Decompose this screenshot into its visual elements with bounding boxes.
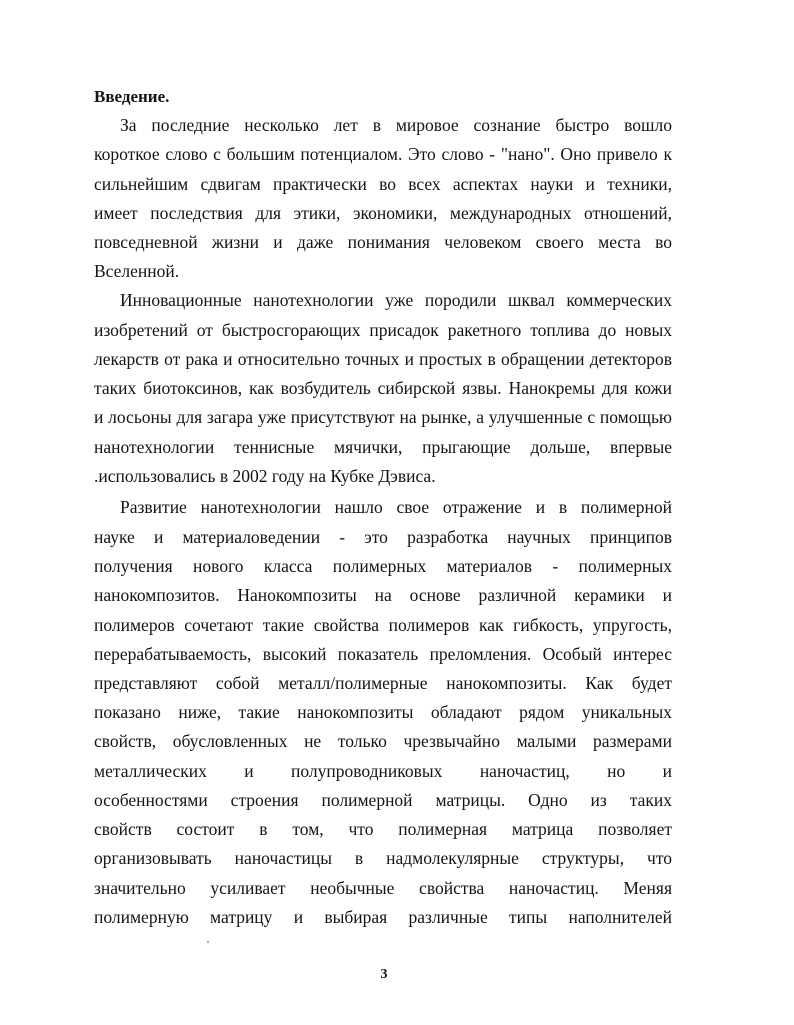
paragraph-line: свойств состоит в том, что полимерная матрица позволяет [94, 819, 672, 839]
paragraph-line: Развитие нанотехнологии нашло свое отражение и в полимерной [120, 497, 672, 517]
section-heading: Введение. [94, 87, 170, 106]
paragraph-line: получения нового класса полимерных материалов - полимерных [94, 556, 672, 576]
paragraph-line: полимерную матрицу и выбирая различные типы наполнителей [94, 907, 672, 927]
paragraph-line: лекарств от рака и относительно точных и простых в обращении детекторов [94, 349, 672, 369]
paragraph-line: имеет последствия для этики, экономики, международных отношений, [94, 203, 672, 223]
paragraph-line: короткое слово с большим потенциалом. Это слово - "нано". Оно привело к [94, 144, 672, 164]
paragraph-line: Инновационные нанотехнологии уже породили шквал коммерческих [120, 290, 672, 310]
page-number: 3 [380, 967, 388, 982]
paragraph-line: нанокомпозитов. Нанокомпозиты на основе различной керамики и [94, 585, 672, 605]
paragraph-line: Вселенной. [94, 261, 180, 281]
paragraph-line: перерабатываемость, высокий показатель преломления. Особый интерес [94, 644, 672, 664]
paragraph-line: повседневной жизни и даже понимания человеком своего места во [94, 232, 672, 252]
paragraph-line: .использовались в 2002 году на Кубке Дэвиса. [94, 466, 436, 486]
scan-speck [207, 941, 209, 943]
paragraph-line: представляют собой металл/полимерные нанокомпозиты. Как будет [94, 673, 672, 693]
scan-speck [187, 371, 188, 372]
paragraph-line: науке и материаловедении - это разработка научных принципов [94, 527, 672, 547]
paragraph-line: изобретений от быстросгорающих присадок ракетного топлива до новых [94, 320, 672, 340]
paragraph-line: значительно усиливает необычные свойства наночастиц. Меняя [94, 878, 672, 898]
paragraph-line: металлических и полупроводниковых наночастиц, но и [94, 761, 672, 781]
paragraph-line: сильнейшим сдвигам практически во всех аспектах науки и техники, [94, 174, 672, 194]
paragraph-line: нанотехнологии теннисные мячички, прыгающие дольше, впервые [94, 437, 672, 457]
paragraph-line: показано ниже, такие нанокомпозиты обладают рядом уникальных [94, 702, 672, 722]
paragraph-line: и лосьоны для загара уже присутствуют на рынке, а улучшенные с помощью [94, 407, 672, 427]
paragraph-line: За последние несколько лет в мировое сознание быстро вошло [120, 115, 672, 135]
paragraph-line: свойств, обусловленных не только чрезвычайно малыми размерами [94, 731, 672, 751]
paragraph-line: особенностями строения полимерной матрицы. Одно из таких [94, 790, 672, 810]
paragraph-line: таких биотоксинов, как возбудитель сибирской язвы. Нанокремы для кожи [94, 378, 672, 398]
paragraph-line: организовывать наночастицы в надмолекулярные структуры, что [94, 848, 672, 868]
paragraph-line: полимеров сочетают такие свойства полимеров как гибкость, упругость, [94, 615, 672, 635]
